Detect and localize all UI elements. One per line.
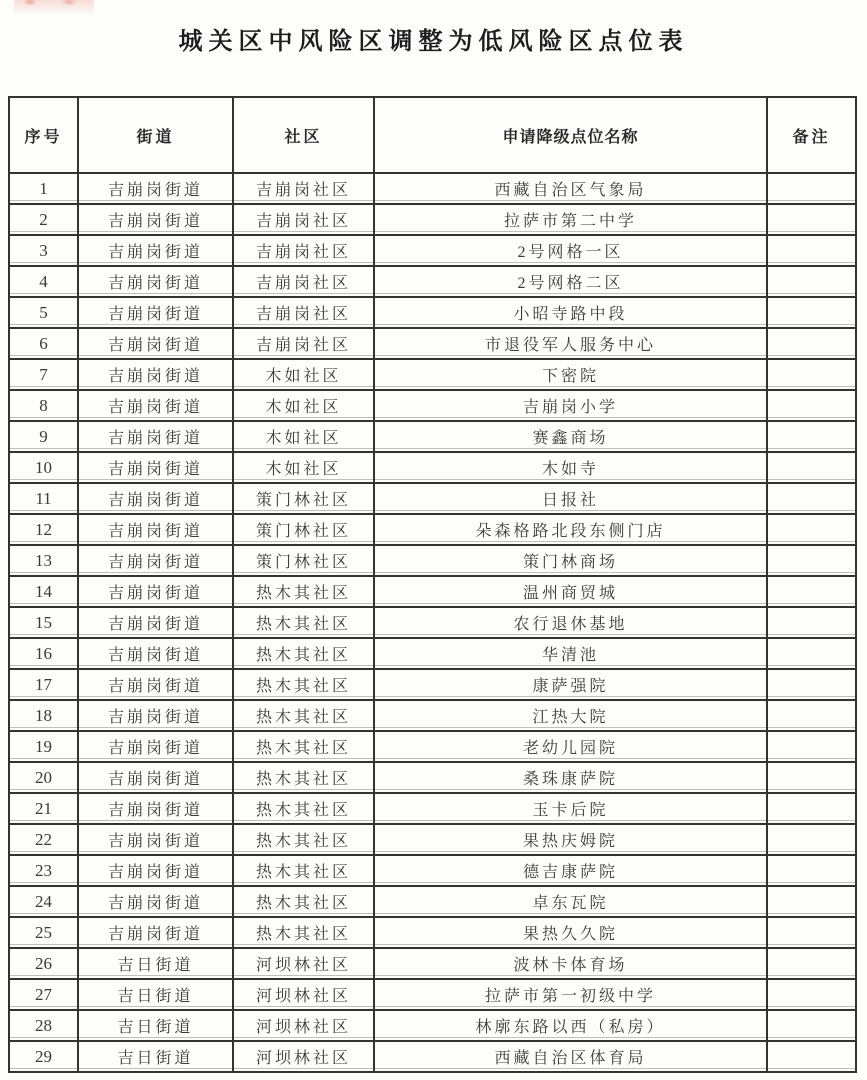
cell-community: 策门林社区 [233, 514, 374, 545]
cell-site-name: 2号网格一区 [374, 235, 767, 266]
cell-community: 热木其社区 [233, 886, 374, 917]
cell-community: 热木其社区 [233, 669, 374, 700]
cell-community: 木如社区 [233, 452, 374, 483]
cell-remark [767, 607, 856, 638]
cell-index: 20 [9, 762, 78, 793]
table-row [9, 359, 856, 390]
cell-street: 吉崩岗街道 [78, 359, 233, 390]
table-row [9, 297, 856, 328]
cell-index: 6 [9, 328, 78, 359]
cell-remark [767, 1041, 856, 1072]
cell-site-name: 日报社 [374, 483, 767, 514]
cell-remark [767, 824, 856, 855]
cell-community: 热木其社区 [233, 700, 374, 731]
cell-index: 12 [9, 514, 78, 545]
cell-community: 策门林社区 [233, 483, 374, 514]
cell-street: 吉崩岗街道 [78, 514, 233, 545]
table-row [9, 855, 856, 886]
header-street: 街道 [78, 97, 233, 173]
cell-index: 9 [9, 421, 78, 452]
table-row [9, 483, 856, 514]
cell-index: 22 [9, 824, 78, 855]
cell-index: 4 [9, 266, 78, 297]
cell-site-name: 温州商贸城 [374, 576, 767, 607]
cell-site-name: 市退役军人服务中心 [374, 328, 767, 359]
cell-street: 吉崩岗街道 [78, 917, 233, 948]
cell-remark [767, 700, 856, 731]
table-row [9, 1010, 856, 1041]
cell-remark [767, 297, 856, 328]
cell-street: 吉崩岗街道 [78, 452, 233, 483]
cell-site-name: 卓东瓦院 [374, 886, 767, 917]
cell-community: 木如社区 [233, 359, 374, 390]
cell-street: 吉崩岗街道 [78, 855, 233, 886]
cell-index: 21 [9, 793, 78, 824]
red-seal-fragment [14, 0, 94, 13]
cell-community: 吉崩岗社区 [233, 328, 374, 359]
cell-remark [767, 173, 856, 204]
cell-street: 吉日街道 [78, 948, 233, 979]
cell-index: 19 [9, 731, 78, 762]
table-body [9, 173, 856, 1072]
cell-site-name: 波林卡体育场 [374, 948, 767, 979]
table-row [9, 793, 856, 824]
cell-remark [767, 917, 856, 948]
cell-remark [767, 669, 856, 700]
cell-site-name: 林廓东路以西（私房） [374, 1010, 767, 1041]
cell-site-name: 果热久久院 [374, 917, 767, 948]
table-row [9, 638, 856, 669]
cell-community: 热木其社区 [233, 855, 374, 886]
cell-index: 3 [9, 235, 78, 266]
cell-site-name: 赛鑫商场 [374, 421, 767, 452]
cell-index: 11 [9, 483, 78, 514]
cell-community: 木如社区 [233, 390, 374, 421]
cell-index: 15 [9, 607, 78, 638]
table-row [9, 266, 856, 297]
table-row [9, 917, 856, 948]
cell-site-name: 玉卡后院 [374, 793, 767, 824]
table-row [9, 731, 856, 762]
cell-site-name: 朵森格路北段东侧门店 [374, 514, 767, 545]
table-row [9, 328, 856, 359]
table-row [9, 390, 856, 421]
cell-remark [767, 204, 856, 235]
table-row [9, 886, 856, 917]
cell-community: 热木其社区 [233, 731, 374, 762]
cell-street: 吉崩岗街道 [78, 824, 233, 855]
cell-site-name: 江热大院 [374, 700, 767, 731]
cell-remark [767, 1010, 856, 1041]
table-row [9, 576, 856, 607]
cell-site-name: 桑珠康萨院 [374, 762, 767, 793]
cell-remark [767, 576, 856, 607]
table-row [9, 948, 856, 979]
cell-index: 13 [9, 545, 78, 576]
cell-site-name: 小昭寺路中段 [374, 297, 767, 328]
cell-community: 热木其社区 [233, 824, 374, 855]
cell-street: 吉崩岗街道 [78, 235, 233, 266]
cell-street: 吉崩岗街道 [78, 762, 233, 793]
cell-site-name: 老幼儿园院 [374, 731, 767, 762]
cell-street: 吉崩岗街道 [78, 266, 233, 297]
cell-street: 吉日街道 [78, 1010, 233, 1041]
cell-site-name: 农行退休基地 [374, 607, 767, 638]
cell-remark [767, 886, 856, 917]
cell-site-name: 康萨强院 [374, 669, 767, 700]
cell-community: 吉崩岗社区 [233, 173, 374, 204]
cell-remark [767, 855, 856, 886]
cell-street: 吉崩岗街道 [78, 886, 233, 917]
cell-index: 25 [9, 917, 78, 948]
cell-index: 18 [9, 700, 78, 731]
cell-index: 26 [9, 948, 78, 979]
header-index: 序号 [9, 97, 78, 173]
cell-street: 吉崩岗街道 [78, 576, 233, 607]
cell-site-name: 拉萨市第一初级中学 [374, 979, 767, 1010]
cell-community: 热木其社区 [233, 762, 374, 793]
cell-remark [767, 731, 856, 762]
cell-remark [767, 545, 856, 576]
cell-index: 5 [9, 297, 78, 328]
cell-index: 2 [9, 204, 78, 235]
cell-index: 10 [9, 452, 78, 483]
cell-remark [767, 483, 856, 514]
cell-site-name: 西藏自治区气象局 [374, 173, 767, 204]
cell-site-name: 策门林商场 [374, 545, 767, 576]
cell-remark [767, 328, 856, 359]
cell-street: 吉崩岗街道 [78, 607, 233, 638]
table-row [9, 421, 856, 452]
cell-remark [767, 266, 856, 297]
cell-street: 吉日街道 [78, 979, 233, 1010]
cell-street: 吉崩岗街道 [78, 483, 233, 514]
cell-index: 16 [9, 638, 78, 669]
table-row [9, 607, 856, 638]
cell-site-name: 2号网格二区 [374, 266, 767, 297]
table-row [9, 1041, 856, 1072]
cell-remark [767, 514, 856, 545]
cell-index: 1 [9, 173, 78, 204]
cell-street: 吉崩岗街道 [78, 390, 233, 421]
header-remark: 备注 [767, 97, 856, 173]
cell-index: 29 [9, 1041, 78, 1072]
cell-remark [767, 235, 856, 266]
cell-community: 河坝林社区 [233, 979, 374, 1010]
cell-index: 14 [9, 576, 78, 607]
cell-index: 28 [9, 1010, 78, 1041]
cell-street: 吉崩岗街道 [78, 204, 233, 235]
table-row [9, 514, 856, 545]
cell-street: 吉崩岗街道 [78, 297, 233, 328]
cell-remark [767, 390, 856, 421]
cell-community: 河坝林社区 [233, 1010, 374, 1041]
cell-street: 吉崩岗街道 [78, 638, 233, 669]
cell-community: 吉崩岗社区 [233, 266, 374, 297]
cell-site-name: 德吉康萨院 [374, 855, 767, 886]
cell-community: 热木其社区 [233, 917, 374, 948]
cell-community: 吉崩岗社区 [233, 235, 374, 266]
table-row [9, 700, 856, 731]
table-header-row [9, 97, 856, 173]
cell-street: 吉日街道 [78, 1041, 233, 1072]
page-title: 城关区中风险区调整为低风险区点位表 [178, 29, 689, 55]
table-row [9, 669, 856, 700]
cell-site-name: 拉萨市第二中学 [374, 204, 767, 235]
cell-street: 吉崩岗街道 [78, 328, 233, 359]
cell-index: 7 [9, 359, 78, 390]
cell-remark [767, 979, 856, 1010]
table-row [9, 452, 856, 483]
cell-street: 吉崩岗街道 [78, 421, 233, 452]
table-row [9, 204, 856, 235]
table-header [9, 97, 856, 173]
cell-site-name: 木如寺 [374, 452, 767, 483]
cell-site-name: 果热庆姆院 [374, 824, 767, 855]
cell-community: 热木其社区 [233, 576, 374, 607]
cell-community: 热木其社区 [233, 607, 374, 638]
table-row [9, 545, 856, 576]
cell-street: 吉崩岗街道 [78, 731, 233, 762]
risk-area-points-table [8, 96, 857, 1073]
cell-community: 河坝林社区 [233, 948, 374, 979]
cell-index: 8 [9, 390, 78, 421]
cell-index: 27 [9, 979, 78, 1010]
cell-street: 吉崩岗街道 [78, 173, 233, 204]
cell-remark [767, 948, 856, 979]
cell-site-name: 下密院 [374, 359, 767, 390]
cell-remark [767, 762, 856, 793]
header-site-name: 申请降级点位名称 [374, 97, 767, 173]
cell-street: 吉崩岗街道 [78, 700, 233, 731]
cell-street: 吉崩岗街道 [78, 669, 233, 700]
header-community: 社区 [233, 97, 374, 173]
cell-index: 23 [9, 855, 78, 886]
cell-site-name: 西藏自治区体育局 [374, 1041, 767, 1072]
cell-remark [767, 421, 856, 452]
cell-community: 吉崩岗社区 [233, 204, 374, 235]
cell-site-name: 华清池 [374, 638, 767, 669]
cell-community: 热木其社区 [233, 638, 374, 669]
table-row [9, 173, 856, 204]
table-row [9, 824, 856, 855]
table-row [9, 979, 856, 1010]
cell-street: 吉崩岗街道 [78, 545, 233, 576]
cell-community: 策门林社区 [233, 545, 374, 576]
table-row [9, 762, 856, 793]
cell-index: 17 [9, 669, 78, 700]
cell-community: 木如社区 [233, 421, 374, 452]
cell-remark [767, 793, 856, 824]
cell-remark [767, 359, 856, 390]
cell-remark [767, 638, 856, 669]
cell-site-name: 吉崩岗小学 [374, 390, 767, 421]
cell-community: 吉崩岗社区 [233, 297, 374, 328]
cell-index: 24 [9, 886, 78, 917]
table-row [9, 235, 856, 266]
cell-community: 热木其社区 [233, 793, 374, 824]
cell-remark [767, 452, 856, 483]
cell-community: 河坝林社区 [233, 1041, 374, 1072]
cell-street: 吉崩岗街道 [78, 793, 233, 824]
